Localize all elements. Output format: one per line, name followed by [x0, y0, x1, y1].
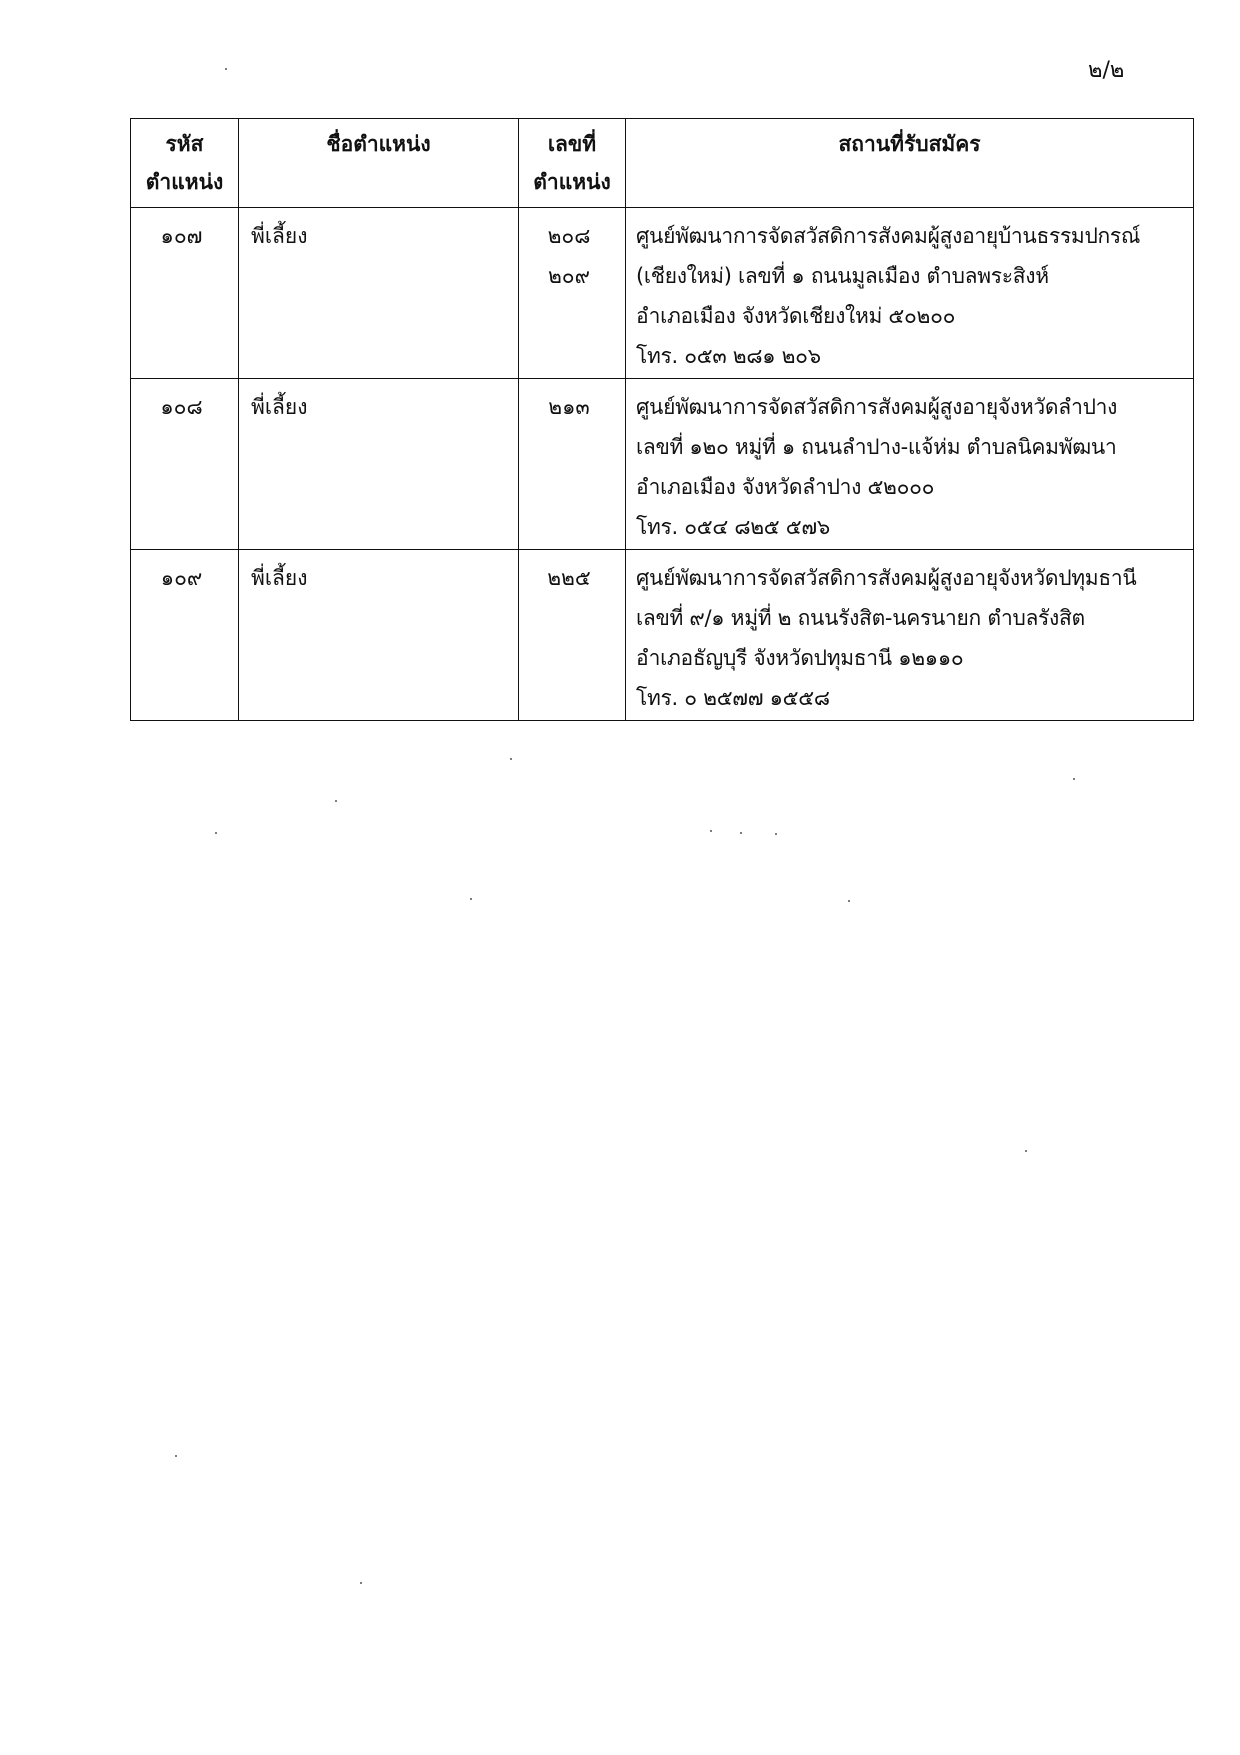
- position-numbers: [519, 550, 626, 721]
- place-phone: โทร. ๐๕๓ ๒๘๑ ๒๐๖: [636, 344, 821, 368]
- scan-speck: [1073, 778, 1075, 780]
- place-line: ศูนย์พัฒนาการจัดสวัสดิการสังคมผู้สูงอายุจังหวัดลำปาง: [636, 395, 1118, 419]
- place-phone: โทร. ๐ ๒๕๗๗ ๑๕๕๘: [636, 686, 830, 710]
- header-position-number: เลขที่ ตำแหน่ง: [519, 119, 626, 208]
- place-line: อำเภอธัญบุรี จังหวัดปทุมธานี ๑๒๑๑๐: [636, 646, 964, 670]
- place-line: เลขที่ ๑๒๐ หมู่ที่ ๑ ถนนลำปาง-แจ้ห่ม ตำบลนิคมพัฒนา: [636, 435, 1117, 459]
- table-header-row: [131, 119, 1194, 208]
- place-line: เลขที่ ๙/๑ หมู่ที่ ๒ ถนนรังสิต-นครนายก ตำบลรังสิต: [636, 606, 1085, 630]
- place-phone: โทร. ๐๕๔ ๘๒๕ ๕๗๖: [636, 515, 830, 539]
- position-title: พี่เลี้ยง: [239, 550, 519, 721]
- scan-speck: [848, 900, 850, 902]
- position-code: ๑๐๗: [131, 208, 239, 379]
- position-numbers: [519, 379, 626, 550]
- position-code: ๑๐๘: [131, 379, 239, 550]
- position-title: พี่เลี้ยง: [239, 379, 519, 550]
- scan-speck: [335, 800, 337, 802]
- header-position-title: ชื่อตำแหน่ง: [239, 119, 519, 208]
- scan-speck: [1025, 1150, 1027, 1152]
- application-place: [626, 550, 1194, 721]
- scan-speck: [470, 898, 472, 900]
- scan-speck: [215, 832, 217, 834]
- header-position-code: รหัส ตำแหน่ง: [131, 119, 239, 208]
- scan-speck: [775, 833, 777, 835]
- scan-speck: [510, 758, 512, 760]
- place-line: ศูนย์พัฒนาการจัดสวัสดิการสังคมผู้สูงอายุบ้านธรรมปกรณ์: [636, 224, 1141, 248]
- scan-speck: [740, 832, 742, 834]
- position-number: ๒๐๘: [547, 224, 591, 248]
- position-title: พี่เลี้ยง: [239, 208, 519, 379]
- position-code: ๑๐๙: [131, 550, 239, 721]
- place-line: อำเภอเมือง จังหวัดเชียงใหม่ ๕๐๒๐๐: [636, 304, 956, 328]
- table-row: [131, 208, 1194, 379]
- position-number: ๒๑๓: [548, 395, 590, 419]
- place-line: (เชียงใหม่) เลขที่ ๑ ถนนมูลเมือง ตำบลพระสิงห์: [636, 264, 1049, 288]
- scan-speck: [175, 1455, 177, 1457]
- page-number: ๒/๒: [1088, 58, 1125, 83]
- place-line: ศูนย์พัฒนาการจัดสวัสดิการสังคมผู้สูงอายุจังหวัดปทุมธานี: [636, 566, 1137, 590]
- position-number: ๒๒๕: [547, 566, 591, 590]
- scan-speck: [225, 68, 227, 70]
- table-row: [131, 550, 1194, 721]
- position-numbers: [519, 208, 626, 379]
- table-row: [131, 379, 1194, 550]
- scan-speck: [360, 1582, 362, 1584]
- application-place: [626, 379, 1194, 550]
- place-line: อำเภอเมือง จังหวัดลำปาง ๕๒๐๐๐: [636, 475, 935, 499]
- scan-speck: [710, 830, 712, 832]
- header-application-place: สถานที่รับสมัคร: [626, 119, 1194, 208]
- application-places-table: [130, 118, 1194, 721]
- application-place: [626, 208, 1194, 379]
- position-number: ๒๐๙: [547, 264, 591, 288]
